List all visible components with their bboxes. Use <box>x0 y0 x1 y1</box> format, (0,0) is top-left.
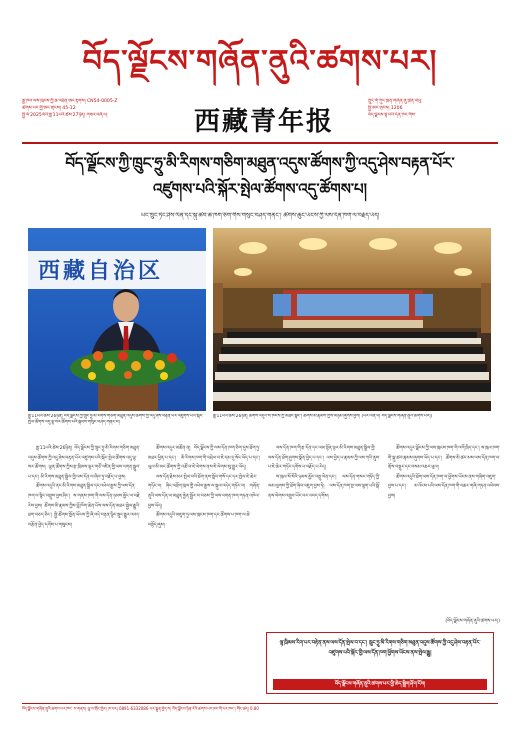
conference-hall-photo <box>213 228 491 411</box>
photo-banner-text: 西藏自治区 <box>38 258 164 284</box>
subheadline: ཡང་ཁྲུང་ཏེང་ཤིས་ལིན་དང་སྐུ་ཚབ་ཆེ་ཁག་ཅིག་གིས་གསུང་བཤད་གནང་། ཚོགས་ཆུང་ཡོངས་ཀྱི་ལས་དོན་ཁག་ལ་བརྗོད་ཡོད། <box>140 212 380 219</box>
issue-info-line: ཀྲུང་གོ་ཀུང་ཁྲན་གཞོན་ནུ་ཁྲེན་ལེའུ་ <box>368 99 422 104</box>
issue-info-line: བོད་ལྗོངས་ལྟེ་བའི་དོན་ཁང་གིས་ <box>368 113 416 118</box>
speaker-photo <box>28 228 206 411</box>
masthead-rule <box>22 142 498 144</box>
headline-line-2: འཛུགས་པའི་སྐོར་སྤེལ་ཚོགས་འདུ་ཚོགས་པ། <box>153 180 367 198</box>
article-paragraph: ཚོགས་འདུའི་མཇུག་ཏུ་ལས་ཁུངས་ཁག་དང་ཚོགས་པ་ཁག་ལ་ཆེ་བསྟོད་ཞུས། <box>148 513 251 528</box>
paper-name: 西藏青年报 <box>193 107 334 137</box>
speaker-illustration <box>28 228 206 411</box>
photo-caption-right: ཟླ་11པའི་ཚེས་26ཉིན། ཚོགས་འདུའི་ས་ཁོངས་ཀྱི་མཐོང་སྣང་། ཚོགས་མི་རྣམས་ཀྱིས་མཉམ་ཞུགས་བྱས། (པར་ལེན་པ། བོད་ལྗོངས་གཞོན་ནུའི་ཚགས་པར།) <box>213 414 433 419</box>
headline-line-1: བོད་ལྗོངས་ཀྱི་ཁྲུང་ཧྲུ་མི་རིགས་གཅིག་མཐུན་འདུས་ཚོགས་ཀྱི་འདུ་ཤེས་བརྟན་པོར་ <box>65 154 455 172</box>
issue-info-left <box>22 98 182 119</box>
hall-illustration <box>213 228 491 411</box>
article-paragraph: ཚོགས་འདུར་མཚོན་ན། བོད་ལྗོངས་ཀྱི་ལས་དོན་ཁག་ཅིག་དུས་ཐོག་ཏུ་མཐར་ཕྱིན་པ་དང་། མི་རིགས་ཁག་གི་འབྲེལ་བ་ཇེ་དམ་དུ་སོང་ཡོད་པ་དང་། ཡུལ་མི་མང་ཚོགས་ཀྱི་འཚོ་བ་ཇེ་ལེགས་ནས་ཇེ་ལེགས་སུ་གྱུར་ཡོད། <box>148 446 260 471</box>
article-paragraph: ལས་དོན་ཁག་གི་རྩ་དོན་དང་ལམ་སྟོན་ལྟར་མི་རིགས་མཐུན་སྒྲིལ་གྱི་ལས་དོན་ཐོག་ཤུགས་སྣོན་བྱེད་པ་དང་། ལས་བྱེད་པ་རྣམས་ཀྱི་ལས་ཀའི་ནུས་པ་ཇེ་ཆེར་གཏོང་དགོས་པ་བརྗོད་པ་རེད། <box>268 446 380 471</box>
article-paragraph: ས་ཁུལ་སོ་སོའི་ཉམས་མྱོང་བསྡུ་ལེན་དང་། ལས་དོན་གསར་གཏོད་ཀྱི་ལམ་ལུགས་ཀྱི་ཐོག་ཞིབ་འཇུག་བྱས་ཏེ། ལས་དོན་ཁག་སྔ་ལས་ལྷག་པའི་སྒོ་ནས་ལེགས་འགྲུབ་ཡོང་བར་འབད་དགོས། <box>268 474 380 499</box>
article-byline: (བོད་ལྗོངས་གཞོན་ནུའི་ཚགས་པར།) <box>445 619 500 624</box>
article-paragraph: ཚོགས་འདུའི་ཐོག་ལས་དོན་ཁག་ལ་ཕྱོགས་ཡོངས་ནས་གཞིག་འཇུག་བྱས་པ་དང་། མ་འོངས་པའི་ལས་དོན་ཁག་གི་འཆར་གཞི་གཏན་འབེབས་བྱས། <box>388 474 500 499</box>
article-column-3 <box>268 444 380 644</box>
article-column-4 <box>388 444 500 644</box>
notice-red-bar: བོད་ལྗོངས་གཞོན་ནུའི་ཚགས་པར་གྱི་ཆེད་སྒྲིག་ཤོག་ངོས། <box>273 679 487 690</box>
article-column-2 <box>148 444 260 700</box>
article-paragraph: ཚོགས་འདུར་ལྗོངས་ཀྱི་ལས་ཁུངས་ཁག་གི་འགོ་ཁྲིད་དང་། ས་ཁུལ་ཁག་གི་སྐུ་ཚབ་རྣམས་ཞུགས་ཡོད་པ་དང་། ཚོགས་མི་ཚང་མས་ལས་དོན་ཁག་ལ་གྲོས་བསྡུར་དང་བསམ་འཆར་ཕུལ། <box>388 446 500 471</box>
issue-info-line: སྤྱི་ཨང་གྲངས། 1206 <box>368 106 403 111</box>
article-column-1 <box>28 444 140 700</box>
boxed-notice <box>266 632 494 694</box>
issue-info-line: སྤྱི་ལོ་2025ལོའི་ཟླ་11པའི་ཚེས་27ཉིན། གཟའ་བཞི་པ། <box>22 113 108 118</box>
headline <box>30 150 490 202</box>
issue-info-line: རྒྱ་ཁབ་ལས་ཁུངས་ཀྱི་ཆ་འཕྲིན་ཨང་རྟགས། CN54-0005-Z <box>22 99 118 104</box>
footer-info: བོད་ལྗོངས་གཞོན་ནུའི་ཚགས་པར་ཁང་ ས་གནས། ལྷ་ས་གྲོང་ཁྱེར། ཁ་པར། 0891-6332086 པར་སྐྲུན་བྱེད་ས། བོད་ལྗོངས་ཉིན་རེའི་ཚགས་པར་ཁང་གི་པར་ཁང་། གོང་ཚད། 0.80 <box>22 706 259 711</box>
article-paragraph: ཚོགས་འདུའི་ནང་མི་རིགས་མཐུན་སྒྲིལ་དང་འཕེལ་རྒྱས་ཀྱི་ལས་དོན་ཁག་ལ་སྙིང་བསྡུས་བྱས་ཤིང་། ས་གནས་ཁག་གི་ལས་དོན་ཉམས་མྱོང་ལ་བརྗེ་རེས་བྱས། ཚོགས་མི་རྣམས་ཀྱིས་བློ་ཁོག་ཆེན་པོས་ལས་དོན་མཐར་སྐྱེལ་རྒྱུའི་ཐག་བཅད་ཅིང་། སྤྱི་ཚོགས་ཁྱོན་ཡོངས་ཀྱི་ཞི་བདེ་བརྟན་ལྷིང་སྲུང་རྒྱུར་འབད་བརྩོན་བྱེད་དགོས་པ་གསུངས། <box>28 484 140 528</box>
masthead-tibetan-title: བོད་ལྗོངས་གཞོན་ནུའི་ཚགས་པར། <box>82 44 438 79</box>
article-paragraph: ལས་དོན་རྗེས་མར་སྤེལ་བའི་ཐོག་ནས་སློབ་གསོ་དང་དར་སྤེལ་ཇེ་ཆེར་གཏོང་བ། ཞིང་འབྲོག་ཁུལ་གྱི་འཕེལ་རྒྱས་ལ་སྐུལ་འདེད་གཏོང་བ། གཞོན་ནུའི་ལས་དོན་ལ་མཐུན་རྐྱེན་སྦྱོར་བ་བཅས་ཀྱི་ལས་འགན་ཁག་གཏན་འཁེལ་བྱས་ཡོད། <box>148 474 260 509</box>
issue-info-line: ཚགས་པར་གྱི་ཨང་གྲངས། 45-12 <box>22 106 76 111</box>
footer-rule <box>22 703 498 704</box>
issue-info-right <box>368 98 503 119</box>
notice-text: ལྷ་ཁྲིམས་རིག་པར་བརྟེན་ནས་ལས་དོན་སྤེལ་བ་དང་། ཁྲུང་ཧྲུ་མི་རིགས་གཅིག་མཐུན་འདུས་ཚོགས་ཀྱི་འདུ་ཤེས་བརྟན་པོར་འཛུགས་པའི་སྐོར་གྱི་ལས་དོན་ཁག་ཕྱོགས་ཡོངས་ནས་སྤེལ་རྒྱུ། <box>279 640 481 656</box>
article-paragraph: ཟླ་11པའི་ཚེས་26ཉིན། བོད་ལྗོངས་ཀྱི་ཁྲུང་ཧྲུ་མི་རིགས་གཅིག་མཐུན་འདུས་ཚོགས་ཀྱི་འདུ་ཤེས་བརྟན་པོར་འཛུགས་པའི་སྐོར་སྤེལ་ཚོགས་འདུ་ལྷ་སར་ཚོགས། ལྷན་ཚོགས་ཀྱིས་རྩ་ཁྲིམས་ལྟར་གཙོ་འཛིན་གྱི་ལས་འགན་སྒྲུབ་པ་དང་། མི་རིགས་མཐུན་སྒྲིལ་གྱི་ལས་དོན་ལ་ཞིབ་ཏུ་བརྗོད་པ་བྱས། <box>28 446 140 480</box>
photo-caption-left: ཟླ་11པའི་ཚེས་26ཉིན། བོད་ལྗོངས་ཀྱི་ཁྲུང་ཧྲུ་མི་རིགས་གཅིག་མཐུན་འདུས་ཚོགས་ཀྱི་འདུ་ཤེས་བརྟན་པོར་འཛུགས་པའི་སྐོར་སྤེལ་ཚོགས་འདུ་ལྷ་སར་ཚོགས་པའི་སྐབས་གསུང་བཤད་གནང་བ། <box>28 414 204 425</box>
